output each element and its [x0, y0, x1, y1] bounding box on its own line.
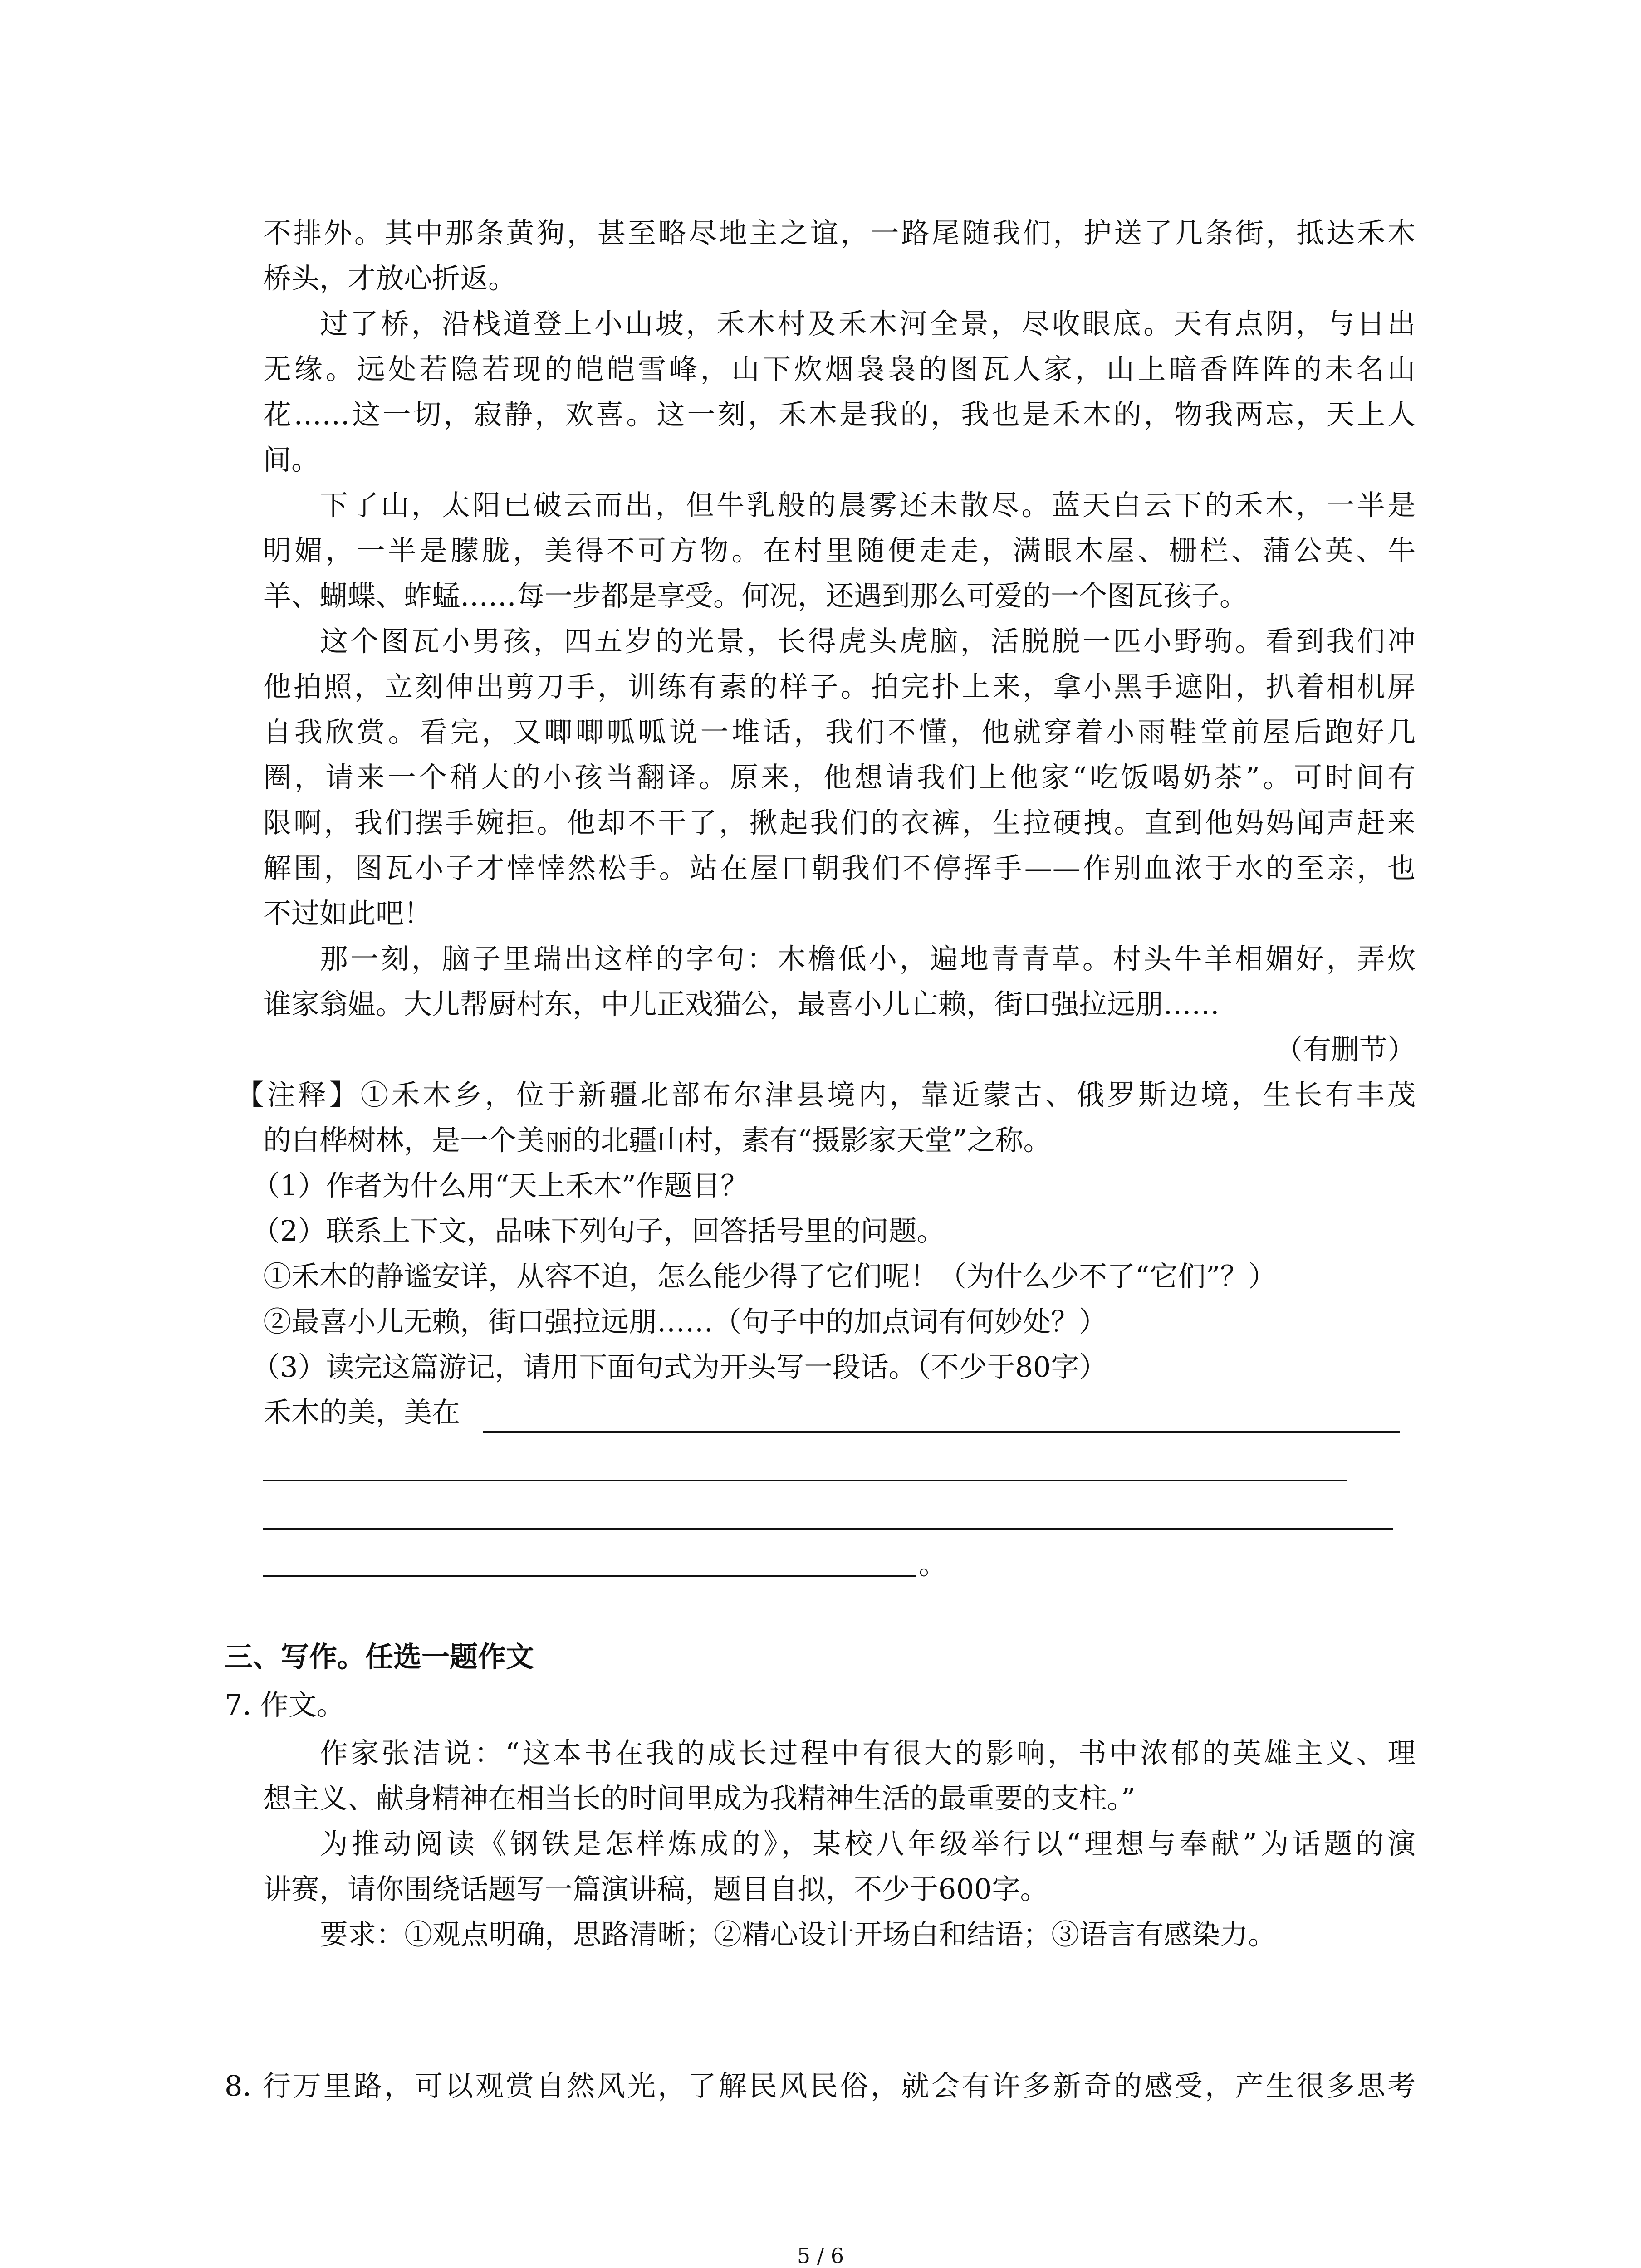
answer-line[interactable]: [263, 1575, 916, 1577]
question-2: （2）联系上下文，品味下列句子，回答括号里的问题。: [252, 1214, 945, 1247]
answer-line[interactable]: [263, 1528, 1393, 1530]
question-7-text: 为推动阅读《钢铁是怎样炼成的》，某校八年级举行以“理想与奉献”为话题的演: [320, 1827, 1416, 1860]
passage-line: 过了桥，沿栈道登上小山坡，禾木村及禾木河全景，尽收眼底。天有点阴，与日出: [320, 307, 1416, 340]
passage-line: 无缘。远处若隐若现的皑皑雪峰，山下炊烟袅袅的图瓦人家，山上暗香阵阵的未名山: [263, 352, 1416, 386]
passage-line: 那一刻，脑子里瑞出这样的字句：木檐低小，遍地青青草。村头牛羊相媚好，弄炊: [320, 942, 1416, 975]
question-8-text: 8. 行万里路，可以观赏自然风光，了解民风民俗，就会有许多新奇的感受，产生很多思考: [225, 2069, 1416, 2102]
section-heading: 三、写作。任选一题作文: [225, 1640, 534, 1673]
passage-line: 限啊，我们摆手婉拒。他却不干了，揪起我们的衣裤，生拉硬拽。直到他妈妈闻声赶来: [263, 806, 1416, 839]
passage-line: 不过如此吧！: [263, 897, 432, 930]
question-7-label: 7. 作文。: [225, 1688, 345, 1721]
passage-line: 谁家翁媪。大儿帮厨村东，中儿正戏猫公，最喜小儿亡赖，街口强拉远朋……: [263, 987, 1220, 1021]
question-7-requirements: 要求：①观点明确，思路清晰；②精心设计开场白和结语；③语言有感染力。: [320, 1918, 1277, 1951]
passage-line: 花……这一切，寂静，欢喜。这一刻，禾木是我的，我也是禾木的，物我两忘，天上人: [263, 398, 1416, 431]
answer-line[interactable]: [263, 1480, 1347, 1481]
passage-line: 间。: [263, 443, 320, 476]
question-2b: ②最喜小儿无赖，街口强拉远朋……（句子中的加点词有何妙处？）: [263, 1305, 1107, 1338]
passage-line: 自我欣赏。看完，又唧唧呱呱说一堆话，我们不懂，他就穿着小雨鞋堂前屋后跑好几: [263, 715, 1416, 748]
passage-line: 圈，请来一个稍大的小孩当翻译。原来，他想请我们上他家“吃饭喝奶茶”。可时间有: [263, 761, 1416, 794]
passage-line: 羊、蝴蝶、蚱蜢……每一步都是享受。何况，还遇到那么可爱的一个图瓦孩子。: [263, 579, 1248, 612]
answer-line[interactable]: [483, 1431, 1400, 1433]
question-7-text: 作家张洁说：“这本书在我的成长过程中有很大的影响，书中浓郁的英雄主义、理: [320, 1736, 1416, 1769]
question-7-text: 讲赛，请你围绕话题写一篇演讲稿，题目自拟，不少于600字。: [263, 1872, 1048, 1906]
question-7-text: 想主义、献身精神在相当长的时间里成为我精神生活的最重要的支柱。”: [263, 1782, 1136, 1815]
passage-line: 下了山，太阳已破云而出，但牛乳般的晨雾还未散尽。蓝天白云下的禾木，一半是: [320, 489, 1416, 522]
passage-line: 他拍照，立刻伸出剪刀手，训练有素的样子。拍完扑上来，拿小黑手遮阳，扒着相机屏: [263, 670, 1416, 703]
question-2a: ①禾木的静谧安详，从容不迫，怎么能少得了它们呢！（为什么少不了“它们”？）: [263, 1260, 1277, 1293]
question-3: （3）读完这篇游记，请用下面句式为开头写一段话。（不少于80字）: [252, 1350, 1107, 1383]
question-3-prompt: 禾木的美，美在: [263, 1396, 460, 1429]
page-number: 5 / 6: [797, 2244, 844, 2268]
question-1: （1）作者为什么用“天上禾木”作题目？: [252, 1169, 749, 1202]
passage-line: 这个图瓦小男孩，四五岁的光景，长得虎头虎脑，活脱脱一匹小野驹。看到我们冲: [320, 625, 1416, 658]
passage-line: 不排外。其中那条黄狗，甚至略尽地主之谊，一路尾随我们，护送了几条街，抵达禾木: [263, 216, 1416, 249]
answer-end-mark: 。: [919, 1548, 947, 1581]
passage-line: 桥头，才放心折返。: [263, 262, 517, 295]
annotation-note: 【注释】①禾木乡，位于新疆北部布尔津县境内，靠近蒙古、俄罗斯边境，生长有丰茂: [236, 1078, 1416, 1111]
passage-line: 明媚，一半是朦胧，美得不可方物。在村里随便走走，满眼木屋、栅栏、蒲公英、牛: [263, 534, 1416, 567]
deletion-note: （有删节）: [1274, 1033, 1416, 1066]
annotation-note: 的白桦树林，是一个美丽的北疆山村，素有“摄影家天堂”之称。: [263, 1124, 1052, 1157]
passage-line: 解围，图瓦小子才悻悻然松手。站在屋口朝我们不停挥手——作别血浓于水的至亲，也: [263, 851, 1416, 885]
